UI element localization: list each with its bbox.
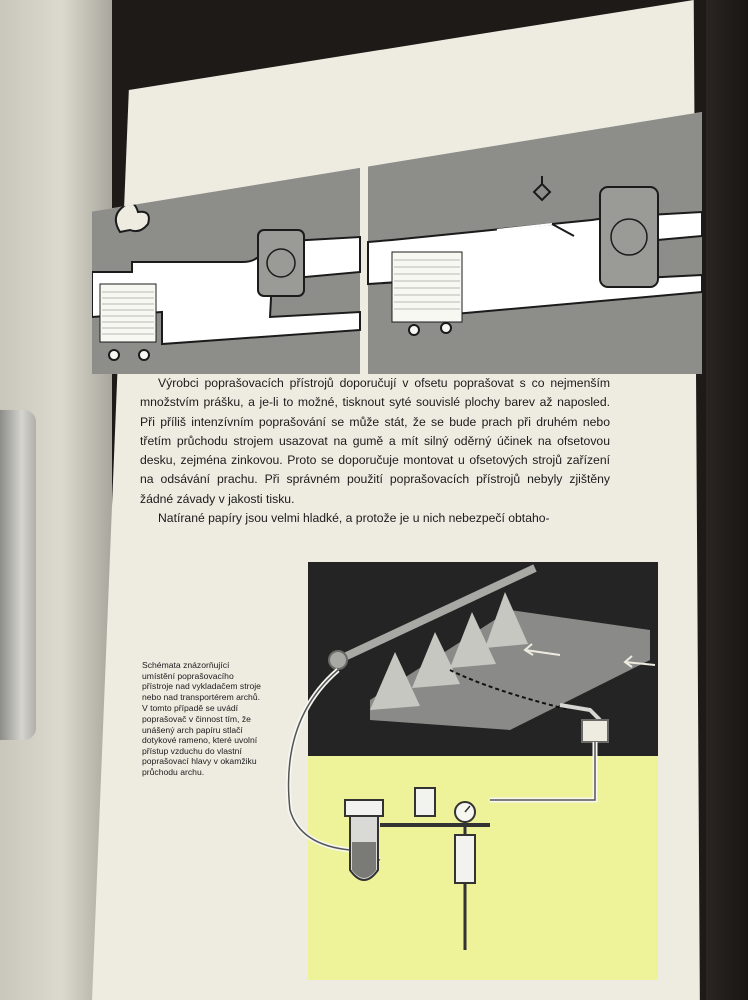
body-paragraph: Výrobci poprašovacích přístrojů doporučují v ofsetu poprašovat s co nejmenším množstvím prášku, a je-li to možné, tisknout syté souvislé plochy barev až naposled. Při příliš intenzívním poprašování se může stát, že se bude prach při druhém nebo třetím průchodu strojem usazovat na gumě a mít silný oděrný účinek na ofsetovou desku, zejména zinkovou. Proto se doporučuje montovat u ofsetových strojů zařízení na odsávání prachu. Při správném použití poprašovacích přístrojů nebyly zjištěny žádné závady v jakosti tisku. bbox=[140, 376, 610, 506]
left-page-photo bbox=[0, 410, 36, 740]
left-page bbox=[0, 0, 112, 1000]
figure-caption bbox=[142, 660, 262, 779]
body-text bbox=[140, 374, 610, 528]
valve-housing bbox=[582, 720, 608, 742]
duster-schematic bbox=[260, 560, 660, 980]
caption-paragraph: Schémata znázorňující umístění poprašovacího přístroje nad vykladačem stroje nebo nad transportérem archů. bbox=[142, 660, 261, 702]
pressure-regulator bbox=[415, 788, 435, 816]
table-background bbox=[706, 0, 748, 1000]
caption-paragraph: V tomto případě se uvádí poprašovač v činnost tím, že unášený arch papíru stlačí dotykové rameno, které uvolní přístup vzduchu do vlastní poprašovací hlavy v okamžiku průchodu archu. bbox=[142, 703, 258, 777]
body-paragraph-continued: Natírané papíry jsou velmi hladké, a protože je u nich nebezpečí obtaho- bbox=[158, 511, 550, 526]
